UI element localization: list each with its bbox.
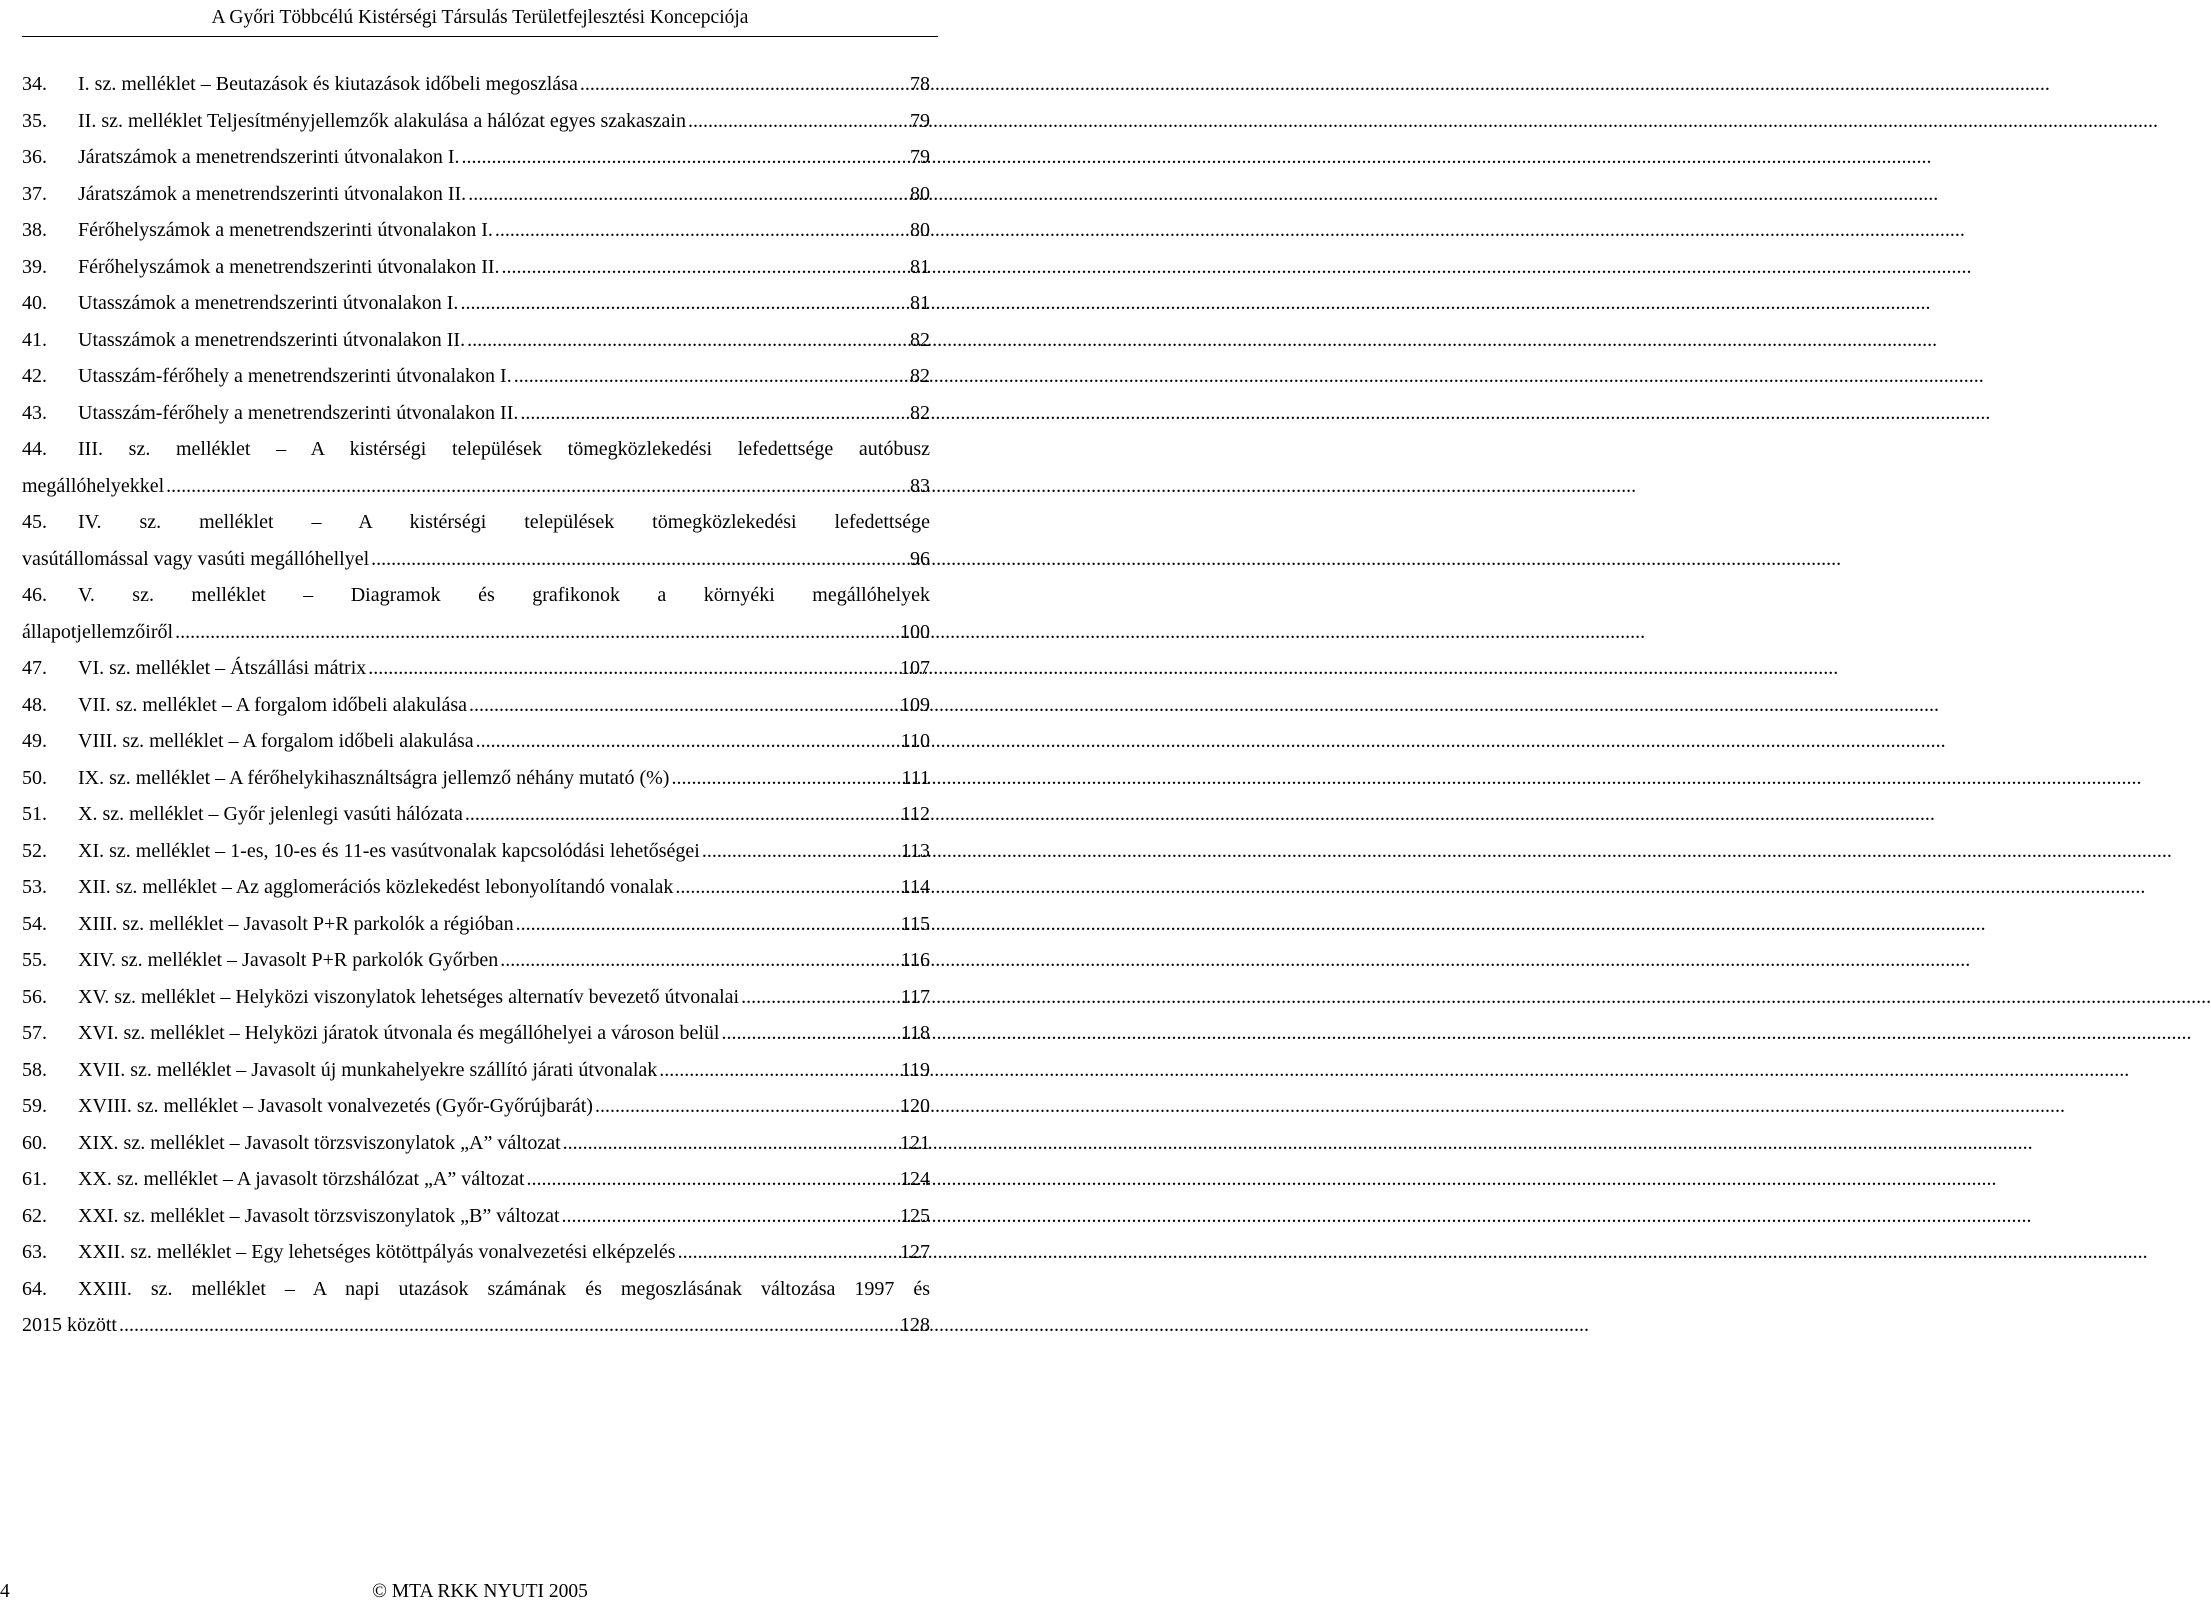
toc-dot-leader: [469, 687, 898, 724]
toc-entry-page: 81: [910, 255, 930, 278]
toc-entry-title: IV. sz. melléklet – A kistérségi települések tömegközlekedési lefedettsége: [78, 511, 930, 533]
toc-entry-number: 35.: [22, 109, 47, 132]
toc-dot-leader: [659, 1052, 898, 1089]
toc-entry[interactable]: [22, 103, 930, 140]
toc-entry-title: VI. sz. melléklet – Átszállási mátrix: [78, 657, 367, 679]
toc-entry-title: XXI. sz. melléklet – Javasolt törzsviszonylatok „B” változat: [78, 1204, 560, 1227]
toc-entry-number: 51.: [22, 803, 47, 825]
toc-entry-page: 96: [910, 547, 930, 570]
toc-entry-title: Járatszámok a menetrendszerinti útvonalakon I.: [78, 146, 460, 168]
toc-entry-page: 112: [900, 803, 930, 825]
toc-dot-leader: [502, 249, 908, 286]
toc-entry[interactable]: [22, 249, 930, 286]
toc-entry[interactable]: [22, 723, 930, 760]
toc-entry-page: 121: [900, 1131, 930, 1154]
toc-entry-number: 59.: [22, 1095, 47, 1117]
toc-dot-leader: [702, 833, 899, 870]
toc-entry-title: XXIII. sz. melléklet – A napi utazások számának és megoszlásának változása 1997 és: [78, 1277, 930, 1300]
toc-entry[interactable]: [22, 504, 930, 577]
toc-dot-leader: [516, 906, 899, 943]
toc-dot-leader: [741, 979, 899, 1016]
toc-dot-leader: [371, 541, 908, 578]
toc-entry-number: 36.: [22, 146, 47, 168]
toc-entry-page: 79: [910, 109, 930, 132]
toc-entry-number: 61.: [22, 1168, 47, 1190]
toc-entry[interactable]: [22, 906, 930, 943]
toc-entry-page: 100: [900, 620, 930, 643]
toc-entry[interactable]: [22, 66, 930, 103]
footer-copyright: © MTA RKK NYUTI 2005: [372, 1581, 588, 1602]
toc-entry-title: Járatszámok a menetrendszerinti útvonalakon II.: [78, 182, 467, 205]
header-rule: [22, 36, 938, 37]
toc-entry-number: 45.: [22, 511, 47, 533]
running-header: A Győri Többcélú Kistérségi Társulás Területfejlesztési Koncepciója: [211, 7, 749, 28]
toc-entry[interactable]: [22, 176, 930, 213]
toc-dot-leader: [175, 614, 898, 651]
toc-entry-number: 44.: [22, 438, 47, 460]
toc-entry-number: 42.: [22, 365, 47, 387]
toc-entry-page: 125: [900, 1204, 930, 1227]
toc-dot-leader: [495, 212, 908, 249]
toc-entry-number: 47.: [22, 657, 47, 679]
toc-entry-number: 53.: [22, 876, 47, 898]
toc-entry-title: XVII. sz. melléklet – Javasolt új munkahelyekre szállító járati útvonalak: [78, 1058, 658, 1081]
toc-entry-number: 43.: [22, 401, 47, 424]
toc-entry-number: 48.: [22, 693, 47, 716]
toc-entry-title: Utasszámok a menetrendszerinti útvonalakon II.: [78, 328, 466, 351]
toc-entry[interactable]: [22, 431, 930, 504]
toc-entry-title: X. sz. melléklet – Győr jelenlegi vasúti hálózata: [78, 803, 463, 825]
toc-entry-title: VII. sz. melléklet – A forgalom időbeli alakulása: [78, 693, 467, 716]
toc-dot-leader: [467, 322, 908, 359]
toc-entry[interactable]: [22, 869, 930, 906]
toc-entry-page: 115: [900, 912, 930, 935]
toc-dot-leader: [520, 395, 908, 432]
toc-entry-number: 34.: [22, 73, 47, 95]
toc-entry-page: 111: [901, 766, 930, 789]
toc-entry[interactable]: [22, 577, 930, 650]
toc-entry-page: 116: [900, 949, 930, 971]
toc-entry-title: Utasszám-férőhely a menetrendszerinti útvonalakon I.: [78, 365, 512, 387]
toc-entry[interactable]: [22, 1088, 930, 1125]
toc-dot-leader: [562, 1198, 898, 1235]
toc-entry[interactable]: [22, 687, 930, 724]
toc-entry-title: XV. sz. melléklet – Helyközi viszonylatok lehetséges alternatív bevezető útvonalai: [78, 985, 740, 1008]
toc-entry[interactable]: [22, 1234, 930, 1271]
toc-entry-number: 63.: [22, 1241, 47, 1263]
toc-entry-number: 62.: [22, 1204, 47, 1227]
toc-entry-page: 82: [910, 401, 930, 424]
toc-entry-number: 58.: [22, 1058, 47, 1081]
toc-entry-page: 117: [900, 985, 930, 1008]
toc-entry-number: 37.: [22, 182, 47, 205]
toc-entry[interactable]: [22, 1198, 930, 1235]
toc-entry-page: 113: [900, 839, 930, 862]
toc-entry-page: 124: [900, 1168, 930, 1190]
toc-entry-title-continued: vasútállomással vagy vasúti megállóhellyel: [22, 547, 370, 570]
toc-entry-number: 56.: [22, 985, 47, 1008]
toc-entry-title: XXII. sz. melléklet – Egy lehetséges kötöttpályás vonalvezetési elképzelés: [78, 1241, 676, 1263]
toc-entry-title: XI. sz. melléklet – 1-es, 10-es és 11-es vasútvonalak kapcsolódási lehetőségei: [78, 839, 700, 862]
toc-entry-page: 82: [910, 365, 930, 387]
toc-entry-title: XIV. sz. melléklet – Javasolt P+R parkolók Győrben: [78, 949, 499, 971]
toc-entry-page: 120: [900, 1095, 930, 1117]
toc-entry-title-continued: megállóhelyekkel: [22, 474, 165, 497]
toc-entry[interactable]: [22, 322, 930, 359]
footer-page-number: 4: [0, 1581, 10, 1602]
toc-dot-leader: [580, 66, 908, 103]
toc-entry-title: III. sz. melléklet – A kistérségi települések tömegközlekedési lefedettsége autóbusz: [78, 438, 930, 460]
toc-entry-page: 78: [910, 73, 930, 95]
toc-entry-number: 64.: [22, 1277, 47, 1300]
toc-entry-page: 119: [900, 1058, 930, 1081]
toc-dot-leader: [119, 1307, 898, 1344]
toc-entry[interactable]: [22, 395, 930, 432]
toc-entry-number: 38.: [22, 219, 47, 241]
toc-entry-page: 114: [900, 876, 930, 898]
toc-entry[interactable]: [22, 796, 930, 833]
toc-entry-title: XVI. sz. melléklet – Helyközi járatok útvonala és megállóhelyei a városon belül: [78, 1022, 720, 1044]
toc-entry-number: 50.: [22, 766, 47, 789]
toc-dot-leader: [671, 760, 899, 797]
toc-entry-title: XVIII. sz. melléklet – Javasolt vonalvezetés (Győr-Győrújbarát): [78, 1095, 593, 1117]
toc-dot-leader: [721, 1015, 898, 1052]
toc-dot-leader: [460, 285, 908, 322]
toc-entry-title: Utasszám-férőhely a menetrendszerinti útvonalakon II.: [78, 401, 519, 424]
toc-entry[interactable]: [22, 285, 930, 322]
toc-dot-leader: [368, 650, 898, 687]
toc-entry-title: I. sz. melléklet – Beutazások és kiutazások időbeli megoszlása: [78, 73, 578, 95]
toc-dot-leader: [500, 942, 898, 979]
toc-entry-title: IX. sz. melléklet – A férőhelykihasználtságra jellemző néhány mutató (%): [78, 766, 670, 789]
toc-entry[interactable]: [22, 942, 930, 979]
toc-entry-page: 81: [910, 292, 930, 314]
toc-entry-page: 118: [900, 1022, 930, 1044]
toc-entry-page: 80: [910, 182, 930, 205]
toc-entry-number: 57.: [22, 1022, 47, 1044]
toc-entry-title: II. sz. melléklet Teljesítményjellemzők alakulása a hálózat egyes szakaszain: [78, 109, 686, 132]
toc-entry-title: XIII. sz. melléklet – Javasolt P+R parkolók a régióban: [78, 912, 514, 935]
toc-entry-title-continued: 2015 között: [22, 1314, 117, 1336]
toc-entry-title: Utasszámok a menetrendszerinti útvonalakon I.: [78, 292, 459, 314]
toc-entry[interactable]: [22, 760, 930, 797]
toc-dot-leader: [465, 796, 899, 833]
toc-entry-title: Férőhelyszámok a menetrendszerinti útvonalakon I.: [78, 219, 493, 241]
toc-entry-page: 82: [910, 328, 930, 351]
toc-entry[interactable]: [22, 1271, 930, 1344]
toc-dot-leader: [563, 1125, 898, 1162]
toc-entry-number: 41.: [22, 328, 47, 351]
toc-entry[interactable]: [22, 1125, 930, 1162]
toc-entry[interactable]: [22, 979, 930, 1016]
toc-entry[interactable]: [22, 1015, 930, 1052]
toc-entry-title: XX. sz. melléklet – A javasolt törzshálózat „A” változat: [78, 1168, 525, 1190]
toc-entry-number: 60.: [22, 1131, 47, 1154]
table-of-contents: [22, 66, 930, 1344]
toc-entry-page: 83: [910, 474, 930, 497]
toc-entry[interactable]: [22, 139, 930, 176]
toc-entry-title: VIII. sz. melléklet – A forgalom időbeli alakulása: [78, 730, 474, 752]
toc-entry-title: Férőhelyszámok a menetrendszerinti útvonalakon II.: [78, 255, 500, 278]
toc-entry-page: 79: [910, 146, 930, 168]
toc-entry-title-continued: állapotjellemzőiről: [22, 620, 174, 643]
toc-entry[interactable]: [22, 833, 930, 870]
toc-dot-leader: [675, 869, 898, 906]
toc-entry-number: 46.: [22, 584, 47, 606]
toc-dot-leader: [527, 1161, 898, 1198]
toc-dot-leader: [462, 139, 908, 176]
toc-dot-leader: [166, 468, 908, 505]
toc-entry-title: V. sz. melléklet – Diagramok és grafikonok a környéki megállóhelyek: [78, 584, 930, 606]
toc-dot-leader: [468, 176, 908, 213]
toc-entry[interactable]: [22, 1052, 930, 1089]
toc-entry-page: 127: [900, 1241, 930, 1263]
toc-entry-number: 52.: [22, 839, 47, 862]
toc-dot-leader: [688, 103, 908, 140]
toc-entry-page: 107: [900, 657, 930, 679]
toc-dot-leader: [514, 358, 908, 395]
toc-entry-title: XII. sz. melléklet – Az agglomerációs közlekedést lebonyolítandó vonalak: [78, 876, 674, 898]
toc-entry[interactable]: [22, 212, 930, 249]
toc-entry-number: 40.: [22, 292, 47, 314]
toc-entry[interactable]: [22, 650, 930, 687]
toc-entry[interactable]: [22, 358, 930, 395]
toc-entry-page: 109: [900, 693, 930, 716]
toc-entry-number: 39.: [22, 255, 47, 278]
toc-entry-page: 80: [910, 219, 930, 241]
toc-entry-number: 49.: [22, 730, 47, 752]
toc-entry-page: 110: [900, 730, 930, 752]
toc-entry-title: XIX. sz. melléklet – Javasolt törzsviszonylatok „A” változat: [78, 1131, 561, 1154]
toc-entry-number: 54.: [22, 912, 47, 935]
toc-dot-leader: [678, 1234, 898, 1271]
toc-entry-number: 55.: [22, 949, 47, 971]
toc-entry[interactable]: [22, 1161, 930, 1198]
toc-dot-leader: [476, 723, 899, 760]
toc-entry-page: 128: [900, 1314, 930, 1336]
toc-dot-leader: [595, 1088, 898, 1125]
